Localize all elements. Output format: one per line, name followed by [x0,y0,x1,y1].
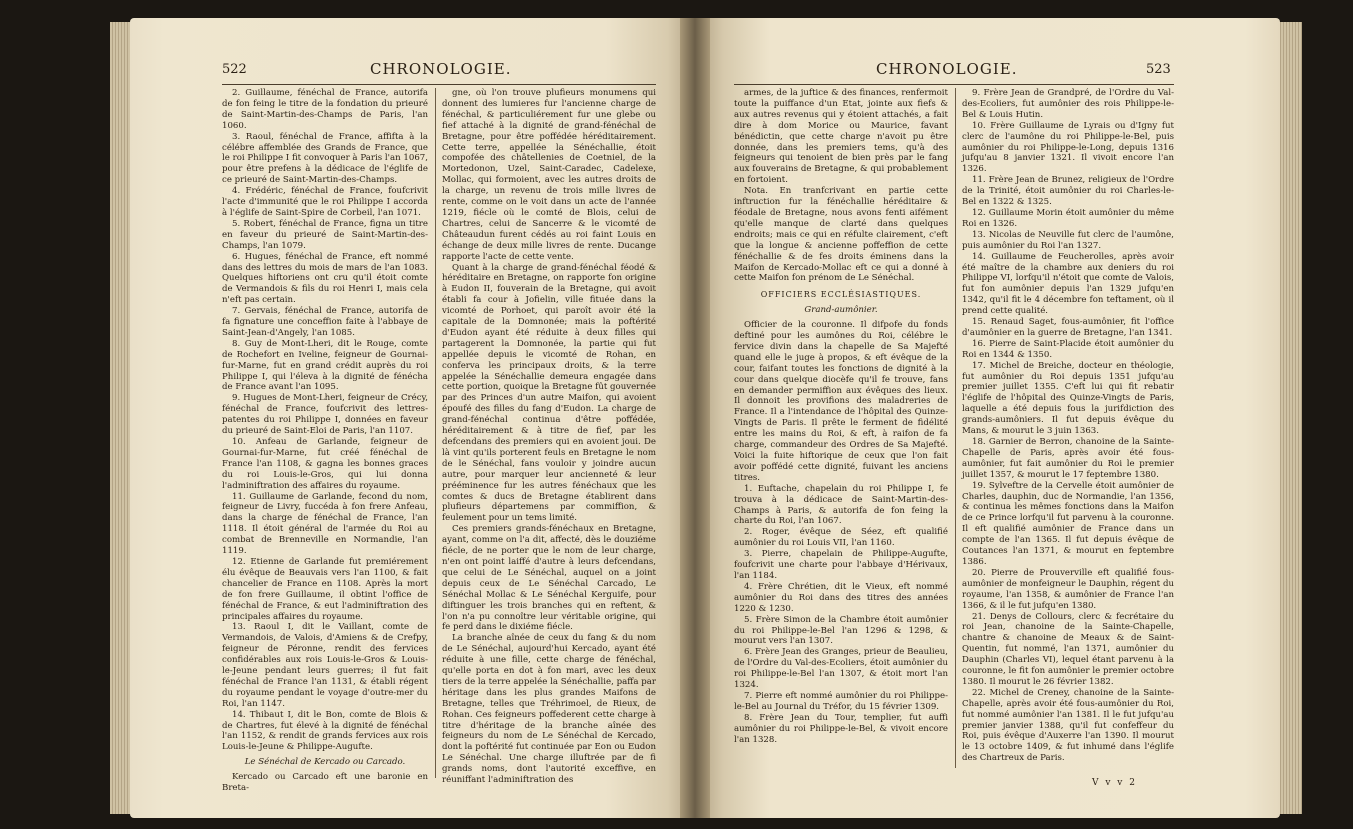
paragraph: 13. Raoul I, dit le Vaillant, comte de Vermandois, de Valois, d'Amiens & de Crefpy, feigneur de Péronne, rendit des fervices confidérables aux rois Louis-le-Gros & Louis-le-Jeune pendant leurs guerres; il fut fait fénéchal de France l'an 1131, & établi régent du royaume pendant le voyage d'outre-mer du Roi, l'an 1147. [222,622,428,709]
paragraph: 4. Frère Chrétien, dit le Vieux, eft nommé aumônier du Roi dans des titres des années 1220 & 1230. [734,581,948,614]
paragraph: 1. Euftache, chapelain du roi Philippe I, fe trouva à la dédicace de Saint-Martin-des-Champs à Paris, & autorifa de fon feing la charte du Roi, l'an 1067. [734,483,948,527]
paragraph: 16. Pierre de Saint-Placide étoit aumônier du Roi en 1344 & 1350. [962,338,1174,360]
left-page [130,18,690,818]
page-number: 523 [1146,62,1171,77]
running-head: CHRONOLOGIE. [370,60,512,78]
paragraph: 3. Pierre, chapelain de Philippe-Augufte, foufcrivit une charte pour l'abbaye d'Hérivaux, l'an 1184. [734,549,948,581]
page-edges-left [110,22,132,814]
paragraph: 11. Frère Jean de Brunez, religieux de l'Ordre de la Trinité, étoit aumônier du roi Charles-le-Bel en 1322 & 1325. [962,175,1174,208]
running-head: CHRONOLOGIE. [876,60,1018,78]
paragraph: armes, de la juftice & des finances, renfermoit toute la puiffance d'un Etat, jointe aux fiefs & aux autres revenus qui y étoient attachés, a fait dire à dom Morice ou Maurice, favant bénédictin, que cette charge n'avoit pu être donnée, dans les premiers tems, qu'à des feigneurs qui tenoient de bien près par le fang aux fouverains de Bretagne, & qui probablement en fortoient. [734,88,948,186]
left-column-1 [222,88,428,794]
paragraph: 12. Etienne de Garlande fut premiérement élu évêque de Beauvais vers l'an 1100, & fait chancelier de France en 1108. Après la mort de fon frere Guillaume, il obtint l'office de fénéchal de France, & eut l'adminiftration des principales affaires du royaume. [222,556,428,622]
signature-mark: V v v 2 [1092,778,1137,788]
paragraph: 22. Michel de Creney, chanoine de la Sainte-Chapelle, après avoir été fous-aumônier du Roi, fut nommé aumônier l'an 1381. Il le fut jufqu'au premier janvier 1388, qu'il fut confeffeur du Roi, puis évêque d'Auxerre l'an 1390. Il mourut le 13 octobre 1409, & fut inhumé dans l'églife des Chartreux de Paris. [962,687,1174,764]
paragraph: 10. Frère Guillaume de Lyrais ou d'Igny fut clerc de l'aumône du roi Philippe-le-Bel, puis aumônier du roi Philippe-le-Long, depuis 1316 jufqu'au 8 janvier 1321. Il vivoit encore l'an 1326. [962,120,1174,175]
paragraph: 6. Frère Jean des Granges, prieur de Beaulieu, de l'Ordre du Val-des-Ecoliers, étoit aumônier du roi Philippe-le-Bel l'an 1307, & étoit mort l'an 1324. [734,647,948,691]
paragraph: 9. Frère Jean de Grandpré, de l'Ordre du Val-des-Ecoliers, fut aumônier des rois Philippe-le-Bel & Louis Hutin. [962,88,1174,120]
paragraph: 5. Robert, fénéchal de France, figna un titre en faveur du prieuré de Saint-Martin-des-Champs, l'an 1079. [222,218,428,251]
header-rule [734,84,1174,85]
paragraph: 2. Guillaume, fénéchal de France, autorifa de fon feing le titre de la fondation du prieuré de Saint-Martin-des-Champs de Paris, l'an 1060. [222,88,428,131]
paragraph: 13. Nicolas de Neuville fut clerc de l'aumône, puis aumônier du Roi l'an 1327. [962,229,1174,251]
paragraph: 7. Pierre eft nommé aumônier du roi Philippe-le-Bel au Journal du Tréfor, du 15 février 1309. [734,690,948,712]
paragraph: 9. Hugues de Mont-Lheri, feigneur de Crécy, fénéchal de France, foufcrivit des lettres-patentes du roi Philippe I, données en faveur du prieuré de Saint-Eloi de Paris, l'an 1107. [222,393,428,437]
book-gutter [680,18,710,818]
paragraph: 7. Gervais, fénéchal de France, autorifa de fa fignature une conceffion faite à l'abbaye de Saint-Jean-d'Angely, l'an 1085. [222,306,428,338]
paragraph: gne, où l'on trouve plufieurs monumens qui donnent des lumieres fur l'ancienne charge de fénéchal, & particuliérement fur une glebe ou fief attaché à la dignité de grand-fénéchal de Bretagne, pour être poffédée héréditairement. Cette terre, appellée la Sénéchallie, étoit compofée des châtellenies de Coetniel, de la Mortedonon, Uzel, Saint-Caradec, Cadelexe, Mollac, qui formoient, avec les autres droits de la charge, un revenu de trois mille livres de rente, comme on le voit dans un acte de l'année 1219, fiécle où le comté de Blois, celui de Chartres, celui de Sancerre & le vicomté de Châteaudun furent cédés au roi faint Louis en échange de deux mille livres de rente. Ducange rapporte l'acte de cette vente. [442,88,656,262]
paragraph: Kercado ou Carcado eft une baronie en Breta- [222,772,428,794]
right-column-2 [962,88,1174,768]
paragraph: 21. Denys de Collours, clerc & fecrétaire du roi Jean, chanoine de la Sainte-Chapelle, chantre & chanoine de Meaux & de Saint-Quentin, fut nommé, l'an 1371, aumônier du Dauphin (Charles VI), lequel étant parvenu à la couronne, le fit fon aumônier le premier octobre 1380. Il mourut le 26 février 1382. [962,611,1174,687]
paragraph: Nota. En tranfcrivant en partie cette inftruction fur la fénéchallie héréditaire & féodale de Bretagne, nous avons fenti aifément qu'elle manque de clarté dans quelques endroits; mais ce qui en réfulte clairement, c'eft que la longue & ancienne poffeffion de cette fénéchallie & de fes droits éminens dans la Maifon de Kercado-Mollac eft ce qui a donné à cette Maifon fon prénom de Le Sénéchal. [734,186,948,284]
paragraph: La branche aînée de ceux du fang & du nom de Le Sénéchal, aujourd'hui Kercado, ayant été réduite à une fille, cette charge de fénéchal, qu'elle porta en dot à fon mari, avec les deux tiers de la terre appelée la Sénéchallie, paffa par héritage dans les plus grandes Maifons de Bretagne, telles que Tréhrimoel, de Rieux, de Rohan. Ces feigneurs poffederent cette charge à titre d'héritage de la branche aînée des feigneurs du nom de Le Sénéchal de Kercado, dont la poftérité fut continuée par Eon ou Eudon Le Sénéchal. Une charge illuftrée par de fi grands noms, dont l'autorité exceffive, en réuniffant l'adminiftration des [442,633,656,786]
section-subhead: Le Sénéchal de Kercado ou Carcado. [244,757,406,768]
paragraph: Ces premiers grands-fénéchaux en Bretagne, ayant, comme on l'a dit, affecté, dès le douziéme fiécle, de ne porter que le nom de leur charge, n'en ont point laiffé d'autre à leurs defcendans, que celui de Le Sénéchal, auquel on a joint depuis ceux de Le Sénéchal Carcado, Le Sénéchal Mollac & Le Sénéchal Kerguife, pour diftinguer les trois branches qui en reftent, & l'on n'a pu connoître leur véritable origine, qui fe perd dans le dixiéme fiécle. [442,524,656,633]
right-page [700,18,1280,818]
paragraph: 17. Michel de Breiche, docteur en théologie, fut aumônier du Roi depuis 1351 jufqu'au premier juillet 1355. C'eft lui qui fit rebatir l'églife de l'hôpital des Quinze-Vingts de Paris, laquelle a été depuis fous la jurifdiction des grands-aumôniers. Il fut depuis évêque du Mans, & mourut le 3 juin 1363. [962,360,1174,437]
paragraph: 5. Frère Simon de la Chambre étoit aumônier du roi Philippe-le-Bel l'an 1296 & 1298, & mourut vers l'an 1307. [734,614,948,647]
paragraph: 14. Guillaume de Feucherolles, après avoir été maître de la chambre aux deniers du roi Philippe VI, lorfqu'il n'étoit que comte de Valois, fut fon aumônier depuis l'an 1329 jufqu'en 1342, qu'il fit le 4 décembre fon teftament, où il prend cette qualité. [962,251,1174,317]
header-rule [222,84,656,85]
paragraph: 15. Renaud Saget, fous-aumônier, fit l'office d'aumônier en la guerre de Bretagne, l'an 1341. [962,317,1174,338]
column-divider [955,88,956,768]
page-number: 522 [222,62,247,77]
paragraph: Officier de la couronne. Il difpofe du fonds deftiné pour les aumônes du Roi, célébre le fervice divin dans la chapelle de Sa Majefté quand elle le juge à propos, & eft évêque de la cour, faifant toutes les fonctions de dignité à la cour dans quelque diocèfe qu'il fe trouve, fans en demander permiffion aux évêques des lieux. Il donnoit les provifions des maladreries de France. Il a l'intendance de l'hôpital des Quinze-Vingts de Paris. Il prête le ferment de fidélité entre les mains du Roi, & eft, à raifon de fa charge, commandeur des Ordres de Sa Majefté. Voici la fuite hiftorique de ceux que l'on fait avoir poffédé cette dignité, fuivant les anciens titres. [734,320,948,483]
left-column-2 [442,88,656,788]
paragraph: 8. Guy de Mont-Lheri, dit le Rouge, comte de Rochefort en Iveline, feigneur de Gournai-fur-Marne, fut en grand crédit auprès du roi Philippe I, qui l'éleva à la dignité de fénécha de France avant l'an 1095. [222,338,428,393]
paragraph: 11. Guillaume de Garlande, fecond du nom, feigneur de Livry, fuccéda à fon frere Anfeau, dans la charge de fénéchal de France, l'an 1118. Il étoit général de l'armée du Roi au combat de Brenneville en Normandie, l'an 1119. [222,491,428,557]
paragraph: 2. Roger, évêque de Séez, eft qualifié aumônier du roi Louis VII, l'an 1160. [734,527,948,549]
paragraph: 10. Anfeau de Garlande, feigneur de Gournai-fur-Marne, fut créé fénéchal de France l'an 1108, & gagna les bonnes graces du roi Louis-le-Gros, qui lui donna l'adminiftration des affaires du royaume. [222,437,428,491]
paragraph: 3. Raoul, fénéchal de France, affifta à la célébre affemblée des Grands de France, que le roi Philippe I fit convoquer à Paris l'an 1067, pour être prefens à la dédicace de l'églife de ce prieuré de Saint-Martin-des-Champs. [222,131,428,186]
paragraph: 14. Thibaut I, dit le Bon, comte de Blois & de Chartres, fut élevé à la dignité de fénéchal l'an 1152, & rendit de grands fervices aux rois Louis-le-Jeune & Philippe-Augufte. [222,709,428,753]
paragraph: 18. Garnier de Berron, chanoine de la Sainte-Chapelle de Paris, après avoir été fous-aumônier, fut fait aumônier du Roi le premier juillet 1357, & mourut le 17 feptembre 1380. [962,437,1174,480]
section-subhead: Grand-aumônier. [804,305,878,316]
paragraph: 20. Pierre de Prouverville eft qualifié fous-aumônier de monfeigneur le Dauphin, régent du royaume, l'an 1358, & aumônier de France l'an 1366, & il le fut jufqu'en 1380. [962,567,1174,611]
paragraph: 12. Guillaume Morin étoit aumônier du même Roi en 1326. [962,207,1174,229]
section-heading: OFFICIERS ECCLÉSIASTIQUES. [760,290,922,300]
right-column-1 [734,88,948,748]
paragraph: 4. Frédéric, fénéchal de France, foufcrivit l'acte d'immunité que le roi Philippe I accorda à l'églife de Saint-Spire de Corbeil, l'an 1071. [222,186,428,218]
page-edges-right [1278,22,1302,814]
paragraph: 19. Sylveftre de la Cervelle étoit aumônier de Charles, dauphin, duc de Normandie, l'an 1356, & continua les mêmes fonctions dans la Maifon de ce Prince lorfqu'il fut parvenu à la couronne. Il eft qualifié aumônier de France dans un compte de l'an 1365. Il fut depuis évêque de Coutances l'an 1371, & mourut en feptembre 1386. [962,480,1174,567]
paragraph: 6. Hugues, fénéchal de France, eft nommé dans des lettres du mois de mars de l'an 1083. Quelques hiftoriens ont cru qu'il étoit comte de Vermandois & fils du roi Henri I, mais cela n'eft pas certain. [222,251,428,306]
column-divider [435,88,436,778]
paragraph: Quant à la charge de grand-fénéchal féodé & héréditaire en Bretagne, on rapporte fon origine à Eudon II, fouverain de la Bretagne, qui avoit établi fa cour à Jofielin, ville fituée dans la vicomté de Porhoet, qui paroît avoir été la capitale de la Domnonée; mais la poftérité d'Eudon ayant été réduite à deux filles qui partagerent la Domnonée, la partie qui fut appellée depuis le vicomté de Rohan, en conferva les principaux droits, & la terre appelée la Sénéchallie demeura engagée dans cette portion, quoique la Bretagne fût gouvernée par des Princes d'un autre Maifon, qui avoient époufé des filles du fang d'Eudon. La charge de grand-fénéchal continua d'être poffédée, héréditairement & à titre de fief, par les defcendans des premiers qui en avoient joui. De là vint qu'ils porterent feuls en Bretagne le nom de le Sénéchal, fans vouloir y joindre aucun autre, pour marquer leur ancienneté & leur prééminence fur les autres fénéchaux que les comtes & ducs de Bretagne établirent dans plufieurs départemens par commiffion, & feulement pour un tems limité. [442,262,657,524]
paragraph: 8. Frère Jean du Tour, templier, fut auffi aumônier du roi Philippe-le-Bel, & vivoit encore l'an 1328. [734,712,948,745]
